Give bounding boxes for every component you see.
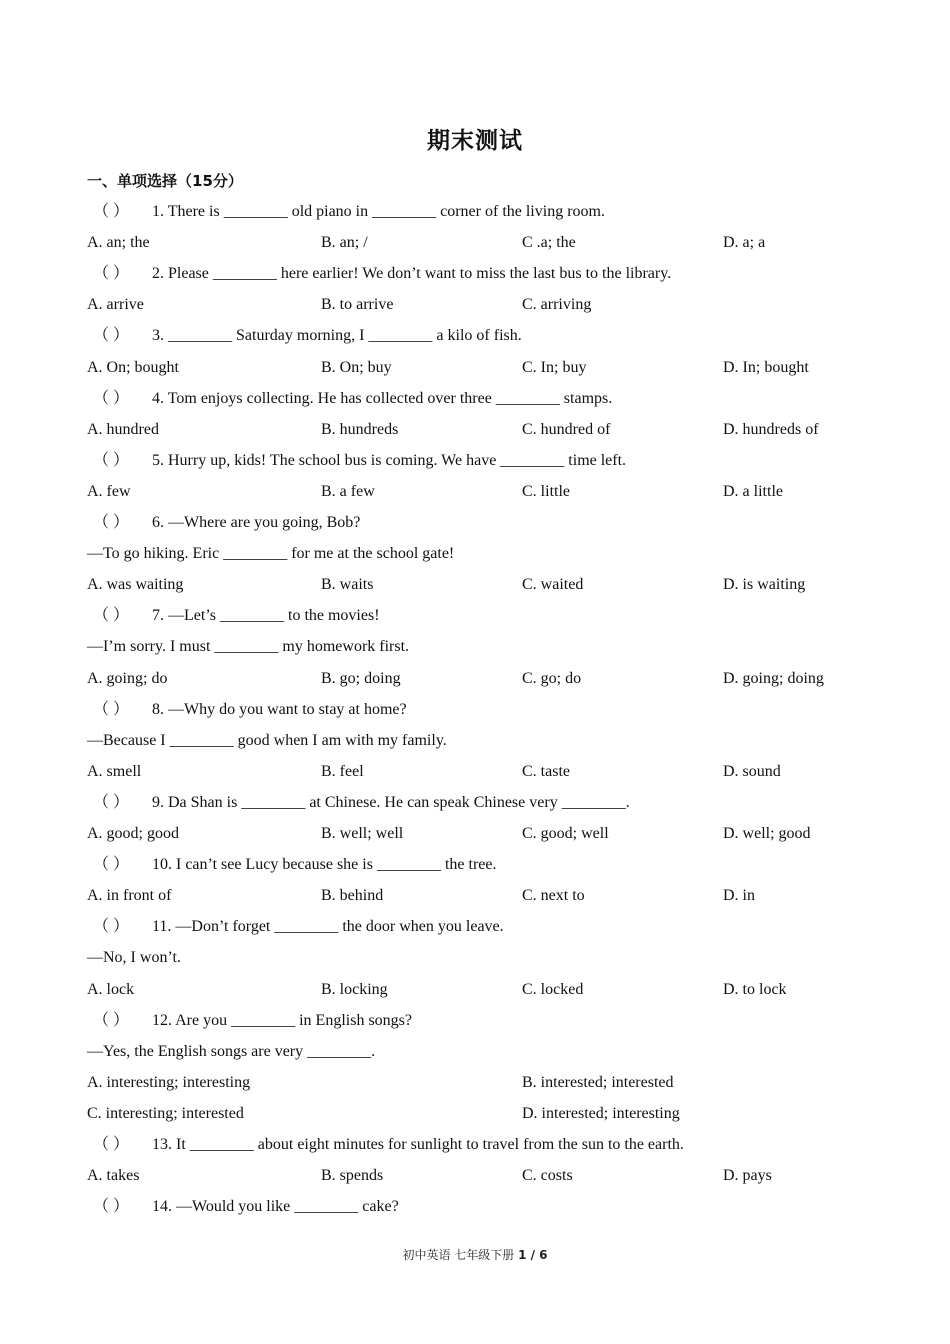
option-d: D. pays xyxy=(723,1167,772,1184)
question-text: 11. —Don’t forget ________ the door when you leave. xyxy=(152,918,504,935)
question-text: 8. —Why do you want to stay at home? xyxy=(152,701,407,718)
answer-blank[interactable]: （ ） xyxy=(93,327,130,344)
question-reply: —I’m sorry. I must ________ my homework first. xyxy=(87,638,410,655)
option-c: C. interesting; interested xyxy=(87,1105,244,1122)
question-reply: —To go hiking. Eric ________ for me at the school gate! xyxy=(87,545,455,562)
option-d: D. sound xyxy=(723,763,781,780)
question-stem xyxy=(93,325,522,347)
option-d: D. a little xyxy=(723,483,783,500)
option-d: D. interested; interesting xyxy=(522,1105,680,1122)
question-stem xyxy=(93,605,380,627)
question-text: 5. Hurry up, kids! The school bus is coming. We have ________ time left. xyxy=(152,452,627,469)
option-b: B. to arrive xyxy=(321,296,394,313)
answer-blank[interactable]: （ ） xyxy=(93,1136,130,1153)
option-c: C .a; the xyxy=(522,234,576,251)
option-a: A. arrive xyxy=(87,296,144,313)
option-c: C. arriving xyxy=(522,296,592,313)
question-stem xyxy=(93,1196,399,1218)
option-a: A. On; bought xyxy=(87,359,179,376)
option-b: B. On; buy xyxy=(321,359,392,376)
page-title: 期末测试 xyxy=(427,128,523,154)
option-b: B. a few xyxy=(321,483,375,500)
answer-blank[interactable]: （ ） xyxy=(93,514,130,531)
option-c: C. good; well xyxy=(522,825,609,842)
question-stem xyxy=(93,699,407,721)
question-text: 9. Da Shan is ________ at Chinese. He can speak Chinese very ________. xyxy=(152,794,630,811)
question-stem xyxy=(93,916,504,938)
question-reply: —Because I ________ good when I am with my family. xyxy=(87,732,447,749)
question-stem xyxy=(93,388,612,410)
option-c: C. costs xyxy=(522,1167,573,1184)
option-a: A. going; do xyxy=(87,670,168,687)
question-reply: —Yes, the English songs are very ________. xyxy=(87,1043,376,1060)
answer-blank[interactable]: （ ） xyxy=(93,794,130,811)
question-stem xyxy=(93,512,360,534)
option-d: D. hundreds of xyxy=(723,421,819,438)
page-footer xyxy=(0,1246,950,1263)
answer-blank[interactable]: （ ） xyxy=(93,452,130,469)
option-c: C. locked xyxy=(522,981,584,998)
option-a: A. few xyxy=(87,483,131,500)
question-text: 2. Please ________ here earlier! We don’t want to miss the last bus to the library. xyxy=(152,265,672,282)
answer-blank[interactable]: （ ） xyxy=(93,390,130,407)
option-d: D. to lock xyxy=(723,981,787,998)
option-d: D. a; a xyxy=(723,234,766,251)
option-b: B. locking xyxy=(321,981,388,998)
option-d: D. well; good xyxy=(723,825,811,842)
answer-blank[interactable]: （ ） xyxy=(93,918,130,935)
option-a: A. hundred xyxy=(87,421,159,438)
option-a: A. smell xyxy=(87,763,142,780)
question-stem xyxy=(93,1010,412,1032)
question-stem xyxy=(93,854,496,876)
option-a: A. lock xyxy=(87,981,135,998)
option-c: C. In; buy xyxy=(522,359,587,376)
question-text: 7. —Let’s ________ to the movies! xyxy=(152,607,380,624)
option-b: B. spends xyxy=(321,1167,384,1184)
section-heading: 一、单项选择（15分） xyxy=(87,172,243,190)
option-a: A. an; the xyxy=(87,234,150,251)
option-a: A. in front of xyxy=(87,887,172,904)
question-text: 10. I can’t see Lucy because she is ________ the tree. xyxy=(152,856,497,873)
question-stem xyxy=(93,450,626,472)
question-text: 6. —Where are you going, Bob? xyxy=(152,514,361,531)
answer-blank[interactable]: （ ） xyxy=(93,701,130,718)
option-d: D. In; bought xyxy=(723,359,809,376)
question-stem xyxy=(93,263,671,285)
question-text: 4. Tom enjoys collecting. He has collected over three ________ stamps. xyxy=(152,390,613,407)
option-c: C. little xyxy=(522,483,570,500)
option-b: B. feel xyxy=(321,763,364,780)
option-b: B. well; well xyxy=(321,825,404,842)
question-text: 3. ________ Saturday morning, I ________ a kilo of fish. xyxy=(152,327,522,344)
question-stem xyxy=(93,1134,684,1156)
answer-blank[interactable]: （ ） xyxy=(93,1198,130,1215)
option-a: A. good; good xyxy=(87,825,179,842)
option-a: A. was waiting xyxy=(87,576,184,593)
question-text: 13. It ________ about eight minutes for sunlight to travel from the sun to the earth. xyxy=(152,1136,684,1153)
option-c: C. hundred of xyxy=(522,421,611,438)
option-b: B. behind xyxy=(321,887,384,904)
option-c: C. waited xyxy=(522,576,584,593)
question-text: 14. —Would you like ________ cake? xyxy=(152,1198,399,1215)
option-b: B. go; doing xyxy=(321,670,401,687)
option-d: D. is waiting xyxy=(723,576,806,593)
question-stem xyxy=(93,201,605,223)
option-b: B. an; / xyxy=(321,234,368,251)
answer-blank[interactable]: （ ） xyxy=(93,856,130,873)
option-d: D. going; doing xyxy=(723,670,824,687)
option-c: C. taste xyxy=(522,763,570,780)
answer-blank[interactable]: （ ） xyxy=(93,203,130,220)
answer-blank[interactable]: （ ） xyxy=(93,1012,130,1029)
option-b: B. hundreds xyxy=(321,421,399,438)
option-b: B. waits xyxy=(321,576,374,593)
option-c: C. next to xyxy=(522,887,585,904)
footer-subject: 初中英语 七年级下册 xyxy=(402,1248,519,1262)
option-d: D. in xyxy=(723,887,755,904)
question-text: 1. There is ________ old piano in ________ corner of the living room. xyxy=(152,203,605,220)
question-reply: —No, I won’t. xyxy=(87,949,181,966)
question-stem xyxy=(93,792,630,814)
answer-blank[interactable]: （ ） xyxy=(93,607,130,624)
question-text: 12. Are you ________ in English songs? xyxy=(152,1012,412,1029)
option-a: A. interesting; interesting xyxy=(87,1074,251,1091)
page-number: 1 / 6 xyxy=(518,1248,548,1262)
option-b: B. interested; interested xyxy=(522,1074,674,1091)
option-c: C. go; do xyxy=(522,670,582,687)
option-a: A. takes xyxy=(87,1167,140,1184)
answer-blank[interactable]: （ ） xyxy=(93,265,130,282)
